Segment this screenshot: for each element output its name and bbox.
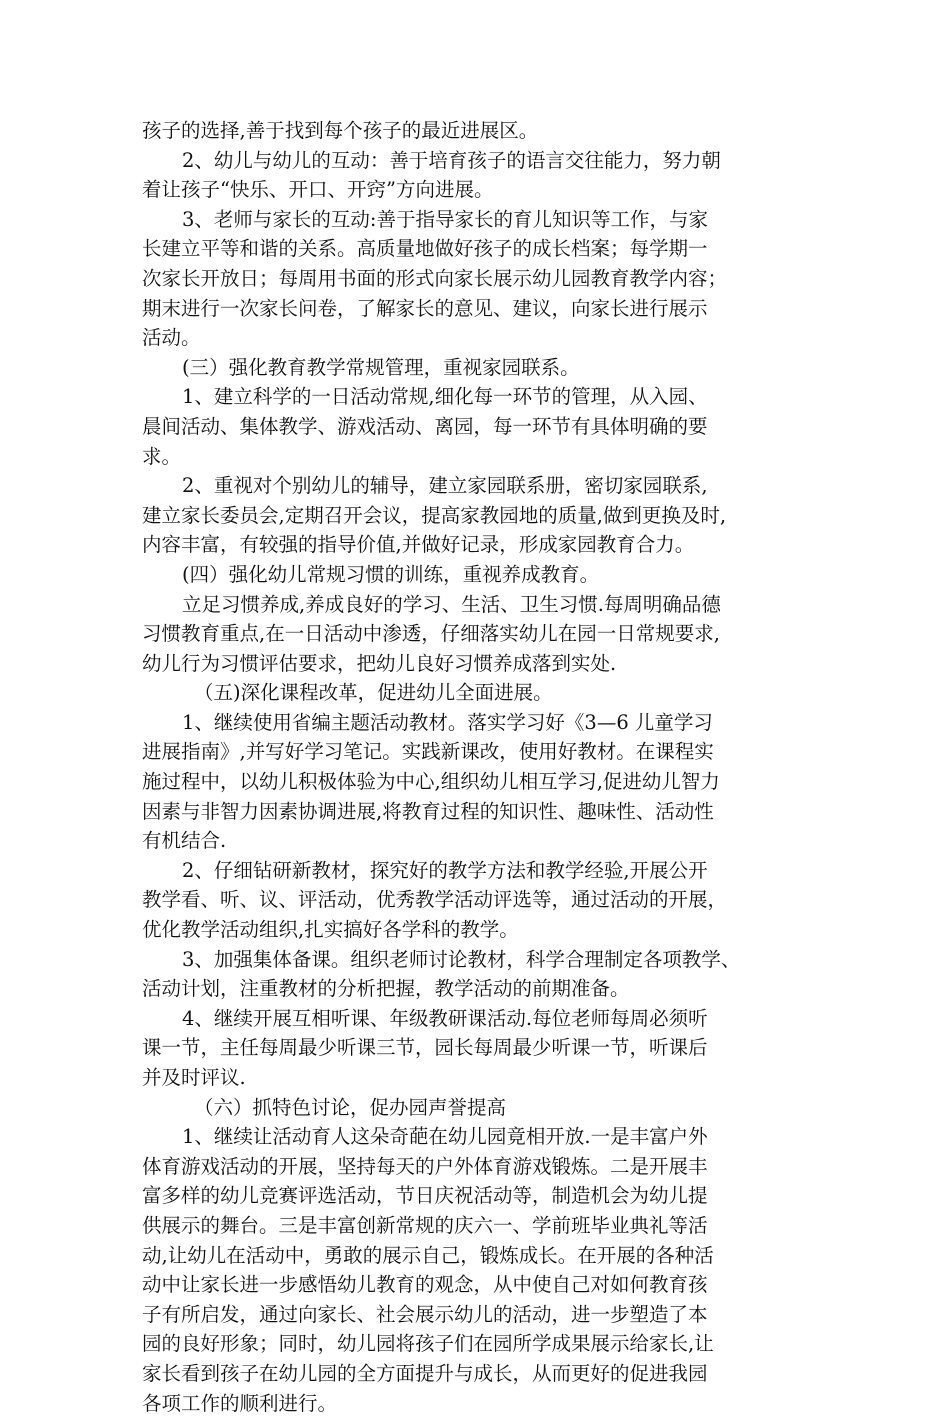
document-line: 活动计划，注重教材的分析把握，教学活动的前期准备。 bbox=[142, 977, 630, 1001]
document-line: 次家长开放日；每周用书面的形式向家长展示幼儿园教育教学内容； bbox=[142, 266, 728, 290]
document-line: 家长看到孩子在幼儿园的全方面提升与成长，从而更好的促进我园 bbox=[142, 1361, 708, 1385]
document-line: 供展示的舞台。三是丰富创新常规的庆六一、学前班毕业典礼等活 bbox=[142, 1213, 708, 1237]
document-line: 活动。 bbox=[142, 326, 201, 350]
document-line: 2、重视对个别幼儿的辅导，建立家园联系册，密切家园联系, bbox=[182, 474, 708, 498]
document-line: 施过程中，以幼儿积极体验为中心,组织幼儿相互学习,促进幼儿智力 bbox=[142, 770, 720, 794]
document-body bbox=[142, 116, 812, 1418]
document-line: 建立家长委员会,定期召开会议，提高家教园地的质量,做到更换及时, bbox=[142, 503, 727, 527]
document-line: 1、继续让活动育人这朵奇葩在幼儿园竟相开放.一是丰富户外 bbox=[182, 1125, 708, 1149]
document-line: 4、继续开展互相听课、年级教研课活动.每位老师每周必须听 bbox=[182, 1006, 708, 1030]
document-line: 有机结合. bbox=[142, 829, 227, 853]
document-line: 2、幼儿与幼儿的互动：善于培育孩子的语言交往能力，努力朝 bbox=[182, 148, 721, 172]
document-line: 动中让家长进一步感悟幼儿教育的观念，从中使自己对如何教育孩 bbox=[142, 1273, 708, 1297]
document-line: 立足习惯养成,养成良好的学习、生活、卫生习惯.每周明确品德 bbox=[182, 592, 721, 616]
document-line: 2、仔细钻研新教材，探究好的教学方法和教学经验,开展公开 bbox=[182, 858, 708, 882]
document-line: 幼儿行为习惯评估要求，把幼儿良好习惯养成落到实处. bbox=[142, 651, 617, 675]
document-line: 内容丰富，有较强的指导价值,并做好记录，形成家园教育合力。 bbox=[142, 533, 695, 557]
document-line: 长建立平等和谐的关系。高质量地做好孩子的成长档案；每学期一 bbox=[142, 237, 708, 261]
document-page bbox=[142, 116, 812, 1418]
document-line: 富多样的幼儿竞赛评选活动，节日庆祝活动等，制造机会为幼儿提 bbox=[142, 1184, 708, 1208]
document-line: 3、加强集体备课。组织老师讨论教材，科学合理制定各项教学、 bbox=[182, 947, 741, 971]
document-line: 子有所启发，通过向家长、社会展示幼儿的活动，进一步塑造了本 bbox=[142, 1302, 708, 1326]
document-line: 习惯教育重点,在一日活动中渗透，仔细落实幼儿在园一日常规要求, bbox=[142, 622, 720, 646]
document-line: 动,让幼儿在活动中，勇敢的展示自己，锻炼成长。在开展的各种活 bbox=[142, 1243, 714, 1267]
document-line: 着让孩子“快乐、开口、开窍”方向进展。 bbox=[142, 178, 494, 202]
document-line: 优化教学活动组织,扎实搞好各学科的教学。 bbox=[142, 918, 519, 942]
document-line: 各项工作的顺利进行。 bbox=[142, 1391, 338, 1415]
document-line: 园的良好形象；同时，幼儿园将孩子们在园所学成果展示给家长,让 bbox=[142, 1332, 714, 1356]
document-line: 进展指南》,并写好学习笔记。实践新课改，使用好教材。在课程实 bbox=[142, 740, 714, 764]
document-line: 孩子的选择,善于找到每个孩子的最近进展区。 bbox=[142, 119, 539, 142]
document-line: 期末进行一次家长问卷，了解家长的意见、建议，向家长进行展示 bbox=[142, 296, 708, 320]
document-line: 体育游戏活动的开展，坚持每天的户外体育游戏锻炼。二是开展丰 bbox=[142, 1154, 708, 1178]
document-line: 因素与非智力因素协调进展,将教育过程的知识性、趣味性、活动性 bbox=[142, 799, 714, 823]
document-line: 1、继续使用省编主题活动教材。落实学习好《3—6 儿童学习 bbox=[182, 710, 713, 734]
document-line: 求。 bbox=[142, 444, 182, 468]
document-line: (四）强化幼儿常规习惯的训练，重视养成教育。 bbox=[182, 562, 600, 586]
document-line: 晨间活动、集体教学、游戏活动、离园，每一环节有具体明确的要 bbox=[142, 414, 708, 438]
document-line: 3、老师与家长的互动:善于指导家长的育儿知识等工作，与家 bbox=[182, 207, 708, 231]
document-line: 课一节，主任每周最少听课三节，园长每周最少听课一节，听课后 bbox=[142, 1036, 708, 1060]
document-line: 教学看、听、议、评活动，优秀教学活动评选等，通过活动的开展， bbox=[142, 888, 728, 912]
document-line: （五)深化课程改革，促进幼儿全面进展。 bbox=[194, 681, 553, 705]
document-line: (三）强化教育教学常规管理，重视家园联系。 bbox=[182, 355, 580, 379]
document-line: 1、建立科学的一日活动常规,细化每一环节的管理，从入园、 bbox=[182, 385, 708, 409]
document-line: （六）抓特色讨论，促办园声誉提高 bbox=[194, 1095, 507, 1119]
document-line: 并及时评议. bbox=[142, 1066, 246, 1089]
